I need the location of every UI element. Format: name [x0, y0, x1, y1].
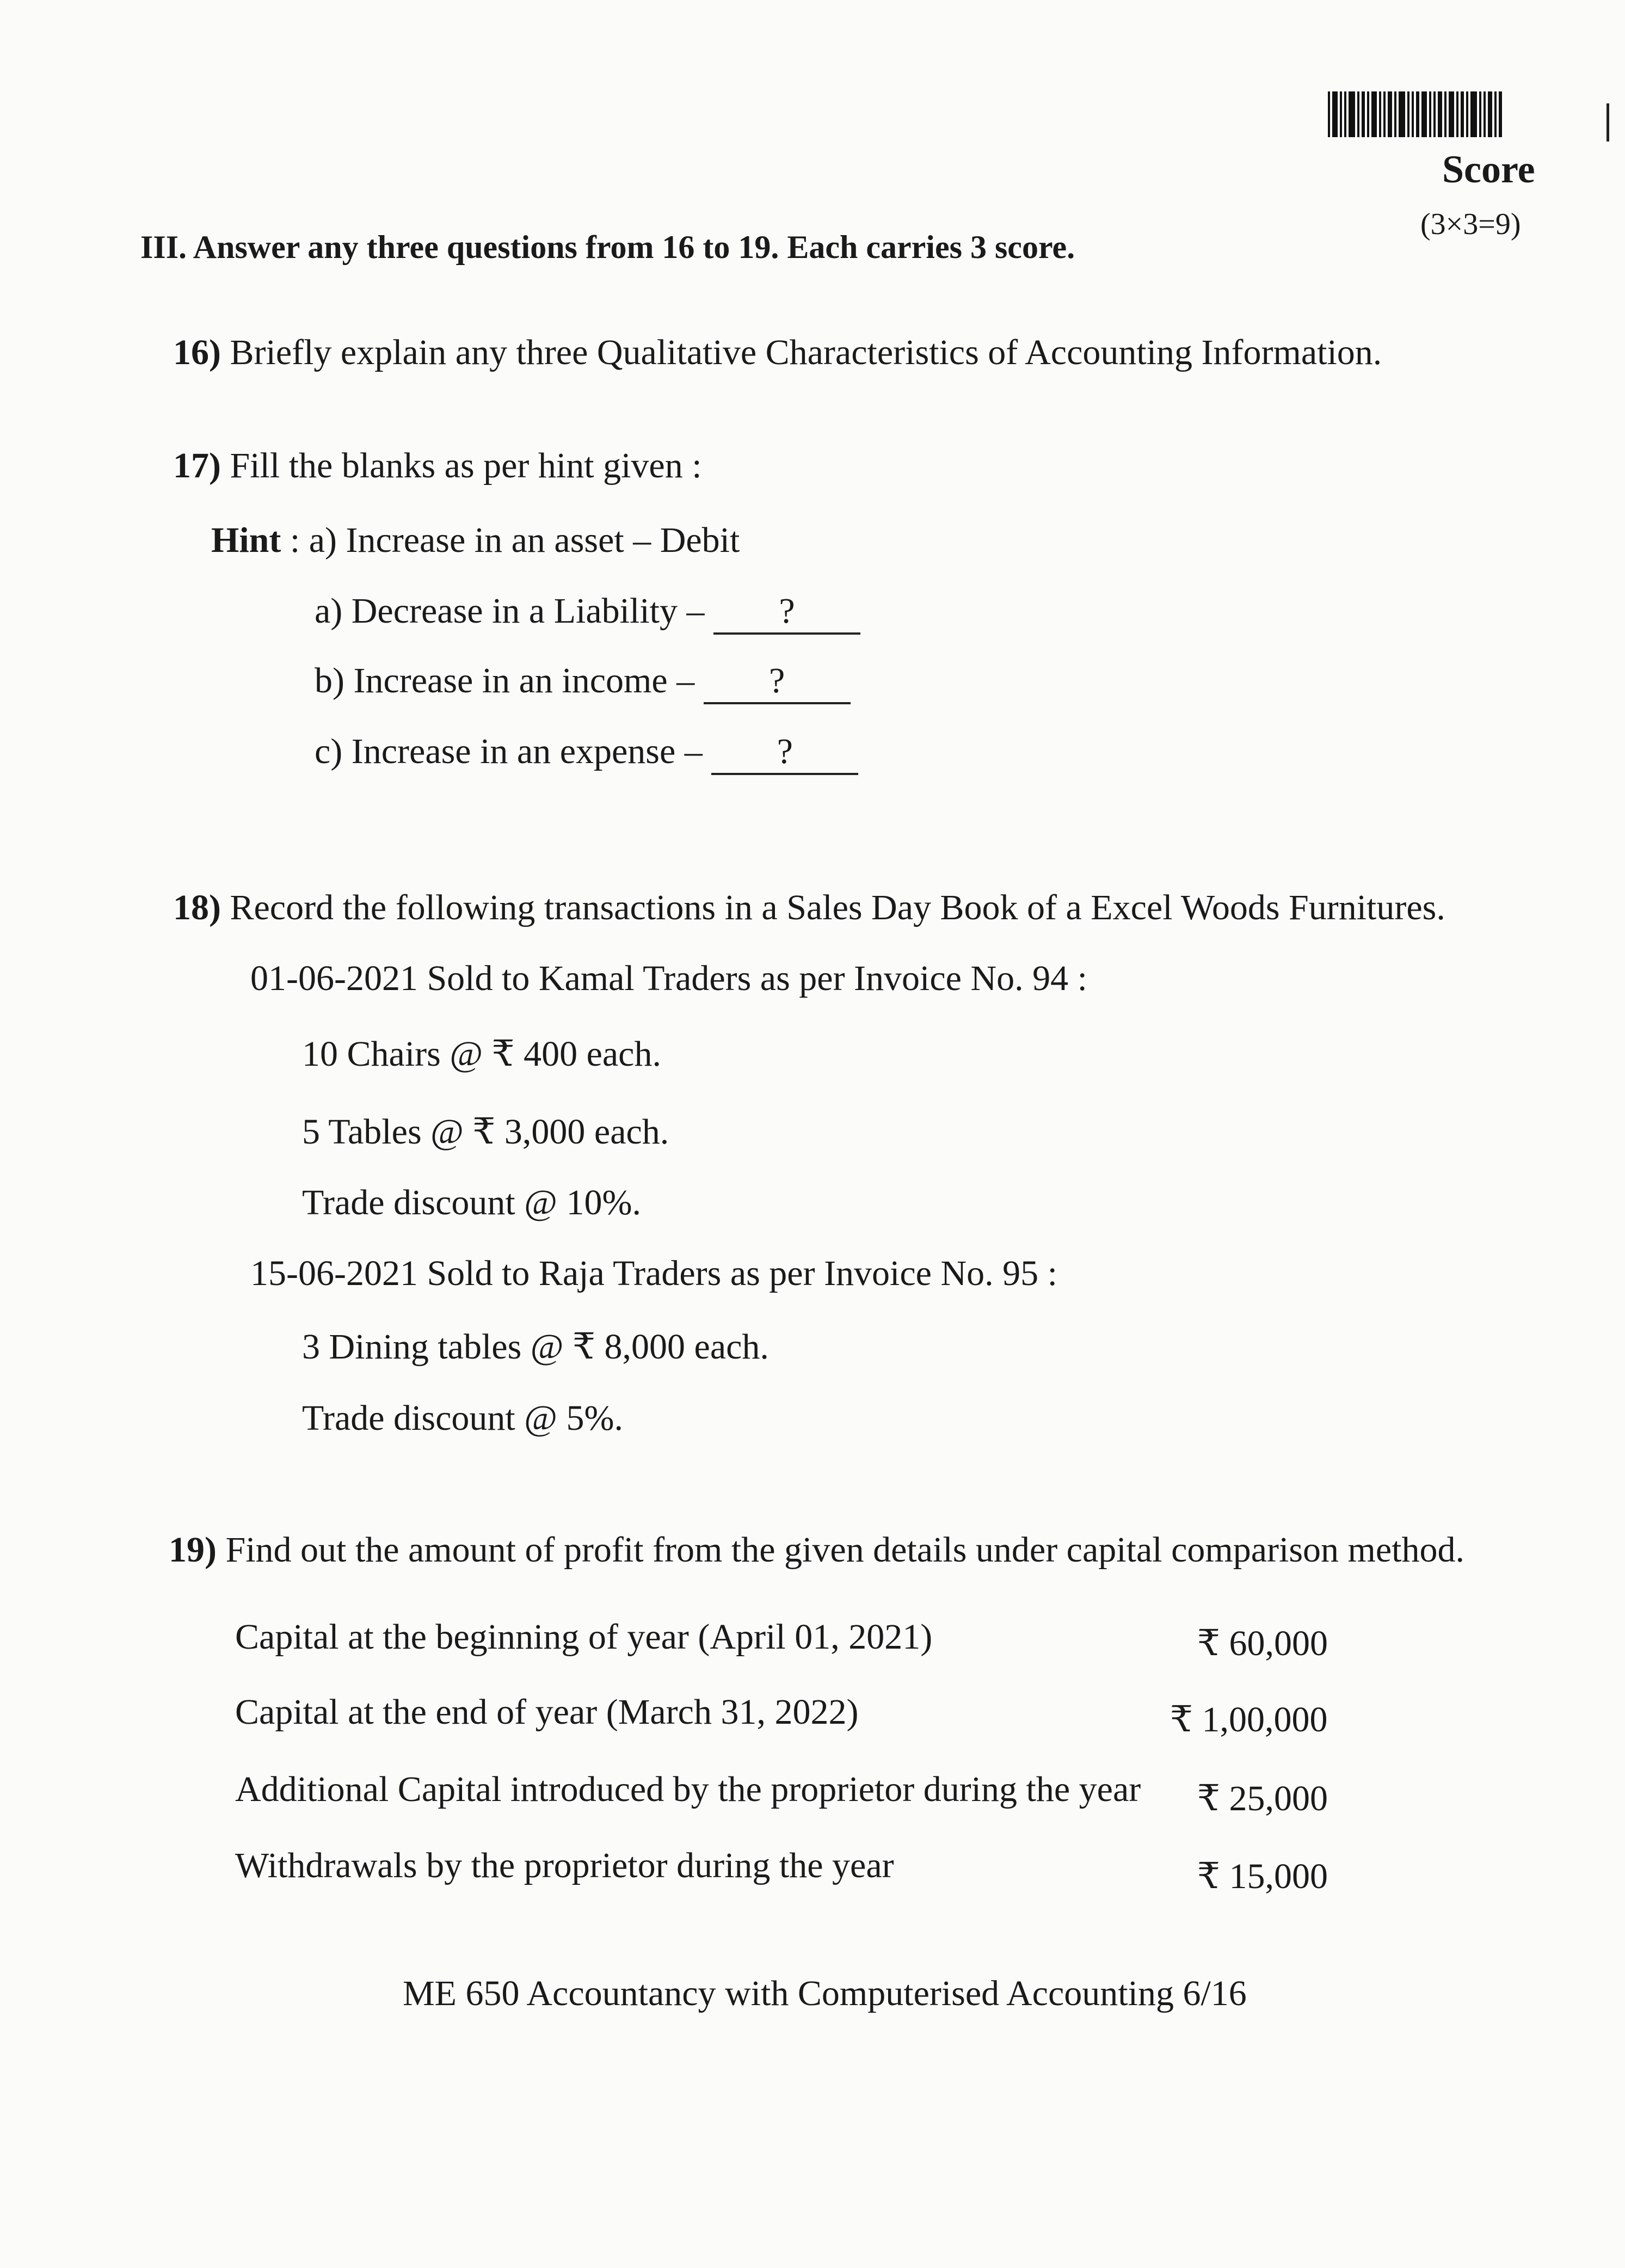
fill-blank-item — [315, 660, 851, 704]
capital-row-amount: ₹ 15,000 — [1197, 1857, 1328, 1896]
capital-row-label: Additional Capital introduced by the proprietor during the year — [235, 1769, 1141, 1809]
question-number: 19) — [169, 1530, 217, 1570]
barcode-bar — [1461, 91, 1464, 137]
question-number: 18) — [173, 888, 221, 927]
section-heading: III. Answer any three questions from 16 to 19. Each carries 3 score. — [140, 229, 1075, 265]
fill-blank-item — [315, 731, 858, 775]
question-text: Find out the amount of profit from the given details under capital comparison method. — [225, 1530, 1464, 1570]
fill-blank-text: a) Decrease in a Liability – — [315, 591, 705, 631]
barcode-bar — [1344, 91, 1346, 137]
question-number: 17) — [173, 446, 221, 485]
barcode-bar — [1444, 91, 1447, 137]
barcode-bar — [1433, 91, 1436, 137]
barcode-icon — [1328, 91, 1524, 137]
barcode-bar — [1479, 91, 1481, 137]
barcode-bar — [1466, 91, 1468, 137]
score-label: Score — [1442, 147, 1535, 191]
barcode-bar — [1416, 91, 1419, 137]
question-18 — [173, 887, 1445, 929]
barcode-bar — [1412, 91, 1414, 137]
question-number: 16) — [173, 333, 221, 372]
transaction-line: Trade discount @ 10%. — [302, 1183, 641, 1222]
score-formula: (3×3=9) — [1420, 207, 1521, 241]
barcode-bar — [1332, 91, 1338, 137]
barcode-bar — [1499, 91, 1502, 137]
transaction-line: Trade discount @ 5%. — [302, 1398, 623, 1438]
question-16 — [173, 332, 1382, 373]
transaction-line: 15-06-2021 Sold to Raja Traders as per Invoice No. 95 : — [250, 1253, 1057, 1293]
fill-blank: ? — [711, 734, 858, 775]
barcode-bar — [1362, 91, 1365, 137]
barcode-bar — [1371, 91, 1377, 137]
hint-line — [211, 520, 740, 561]
hint-text: : a) Increase in an asset – Debit — [290, 520, 740, 560]
barcode-bar — [1449, 91, 1454, 137]
barcode-bar — [1367, 91, 1369, 137]
barcode-bar — [1488, 91, 1492, 137]
barcode-bar — [1421, 91, 1427, 137]
transaction-line: 10 Chairs @ ₹ 400 each. — [302, 1034, 661, 1074]
barcode-bar — [1429, 91, 1431, 137]
barcode-bar — [1388, 91, 1392, 137]
hint-label: Hint — [211, 520, 281, 560]
barcode-bar — [1379, 91, 1381, 137]
capital-row-label: Withdrawals by the proprietor during the year — [235, 1846, 894, 1885]
barcode-bar — [1456, 91, 1458, 137]
fill-blank-text: b) Increase in an income – — [315, 661, 695, 700]
barcode-bar — [1340, 91, 1342, 137]
question-text: Record the following transactions in a Sales Day Book of a Excel Woods Furnitures. — [230, 888, 1445, 927]
capital-row-label: Capital at the beginning of year (April 01, 2021) — [235, 1617, 933, 1657]
barcode-bar — [1383, 91, 1386, 137]
capital-row-amount: ₹ 1,00,000 — [1170, 1700, 1328, 1740]
fill-blank: ? — [704, 663, 851, 704]
page-footer: ME 650 Accountancy with Computerised Accounting 6/16 — [403, 1974, 1247, 2013]
barcode-bar — [1349, 91, 1355, 137]
fill-blank-text: c) Increase in an expense – — [315, 732, 703, 771]
capital-row-amount: ₹ 60,000 — [1197, 1624, 1328, 1663]
question-text: Briefly explain any three Qualitative Characteristics of Accounting Information. — [230, 333, 1382, 372]
fill-blank-item — [315, 591, 860, 635]
transaction-line: 5 Tables @ ₹ 3,000 each. — [302, 1112, 669, 1152]
question-17 — [173, 445, 702, 487]
barcode-bar — [1494, 91, 1497, 137]
barcode-bar — [1470, 91, 1477, 137]
capital-row-amount: ₹ 25,000 — [1197, 1779, 1328, 1818]
barcode-bar — [1484, 91, 1486, 137]
barcode-bar — [1328, 91, 1330, 137]
fill-blank: ? — [713, 593, 860, 635]
barcode-bar — [1394, 91, 1396, 137]
question-text: Fill the blanks as per hint given : — [230, 446, 702, 485]
question-19 — [169, 1529, 1464, 1571]
transaction-line: 01-06-2021 Sold to Kamal Traders as per Invoice No. 94 : — [250, 958, 1087, 998]
barcode-bar — [1357, 91, 1359, 137]
barcode-bar — [1399, 91, 1405, 137]
edge-mark — [1606, 103, 1609, 142]
barcode-bar — [1407, 91, 1409, 137]
capital-row-label: Capital at the end of year (March 31, 2022) — [235, 1692, 859, 1732]
transaction-line: 3 Dining tables @ ₹ 8,000 each. — [302, 1327, 769, 1367]
barcode-bar — [1438, 91, 1442, 137]
